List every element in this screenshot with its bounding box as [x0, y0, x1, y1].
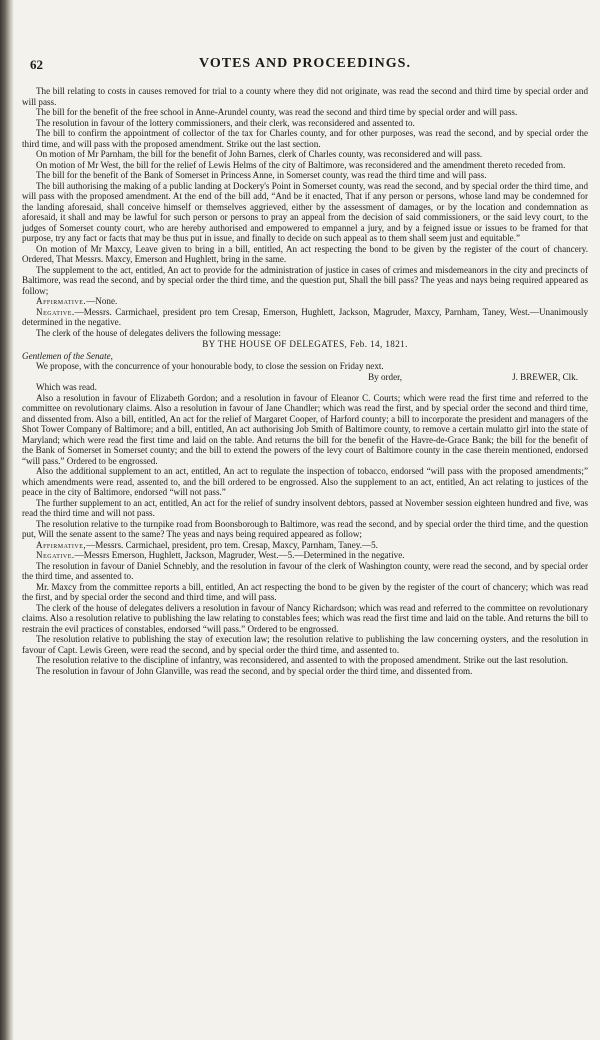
- paragraph: The clerk of the house of delegates delivers a resolution in favour of Nancy Richardson; which was read and referred to the committee on revolutionary claims. Also a resolution relative to publishing the law relating to constables fees; which was read the first time and laid on the table. And returns the bill to restrain the evil practices of constables, endorsed “will pass.” Ordered to be engrossed.: [22, 602, 588, 634]
- message-salutation: Gentlemen of the Senate,: [22, 350, 113, 361]
- vote-label: Affirmative.: [36, 296, 87, 306]
- running-title: VOTES AND PROCEEDINGS.: [199, 56, 411, 71]
- vote-names: —Messrs Emerson, Hughlett, Jackson, Magruder, West.—5.—Determined in the negative.: [74, 550, 405, 560]
- message-intro: The clerk of the house of delegates delivers the following message:: [36, 327, 281, 338]
- paragraph: Also a resolution in favour of Elizabeth Gordon; and a resolution in favour of Eleanor C. Courts; which were read the first time and referred to the committee on revolutionary claims. Also a resolution in favour of Jane Chandler; which was read the first, and by special order the second and third time, and dissented from. Also a bill, entitled, An act for the relief of Margaret Cooper, of Harford county; a bill to incorporate the president and managers of the Shot Tower Company of Baltimore; and a bill, entitled, An act authorising Job Smith of Baltimore county, to remove a certain mulatto girl into the state of Maryland; which were read the first time and laid on the table. And returns the bill for the benefit of the Havre-de-Grace Bank; the bill for the benefit of the Bank of Somerset in Somerset county; and the bill to extend the powers of the levy court of Baltimore county in the case therein mentioned, endorsed “will pass.” Ordered to be engrossed.: [22, 392, 588, 466]
- paragraph: On motion of Mr West, the bill for the relief of Lewis Helms of the city of Baltimore, was reconsidered and the amendment thereto receded from.: [36, 159, 566, 170]
- vote-label: Negative.: [36, 550, 75, 560]
- paragraph: The resolution relative to the discipline of infantry, was reconsidered, and assented to with the proposed amendment. Strike out the last resolution.: [36, 655, 569, 665]
- paragraph: The resolution relative to the turnpike road from Boonsborough to Baltimore, was read the second, and by special order the third time, and the question put, Will the senate assent to the same? The yeas and nays being required appeared as follow;: [22, 518, 588, 539]
- paragraph: The bill relating to costs in causes removed for trial to a county where they did not originate, was read the second and third time by special order and will pass.: [22, 86, 588, 107]
- paragraph: The bill authorising the making of a public landing at Dockery's Point in Somerset county, was read the second, and by special order the third time, and will pass with the proposed amendment. At the end of the bill add, “And be it enacted, That if any person or persons, whose land may be condemned for the landing aforesaid, shall conceive himself or themselves aggrieved, either by the assessment of damages, or by the location and condemnation as aforesaid, it shall and may be lawful for such person or persons to pray an appeal from the decision of said commissioners, or the said levy court, to the judges of Somerset county court, who are hereby authorised and empowered to empannel a jury, and by a feigned issue or issues to be framed for that purpose, try any fact or facts that may be thus put in issue, and finally to decide on such appeal as to them shall seem just and equitable.”: [22, 180, 588, 243]
- paragraph: The bill for the benefit of the Bank of Somerset in Princess Anne, in Somerset county, was read the third time and will pass.: [36, 170, 487, 180]
- paragraph: The resolution relative to publishing the stay of execution law; the resolution relative to publishing the law concerning oysters, and the resolution in favour of Capt. Lewis Green, were read the second, and by special order the third time, and assented to.: [22, 634, 588, 655]
- paragraph: The supplement to the act, entitled, An act to provide for the administration of justice in cases of crimes and misdemeanors in the city and precincts of Baltimore, was read the second, and by special order the third time, and the question put, Shall the bill pass? The yeas and nays being required appeared as follow;: [22, 264, 588, 296]
- paragraph: Which was read.: [36, 382, 97, 392]
- vote-names: —Messrs. Carmichael, president, pro tem. Cresap, Maxcy, Parnham, Taney.—5.: [86, 539, 378, 550]
- paragraph: The bill for the benefit of the free school in Anne-Arundel county, was read the second and third time by special order and will pass.: [36, 107, 518, 117]
- book-binding-edge: [0, 0, 14, 1040]
- vote-label: Affirmative,: [36, 539, 87, 550]
- vote-names: —Messrs. Carmichael, president pro tem Cresap, Emerson, Hughlett, Jackson, Magruder, Maxcy, Parnham, Taney, West.—Unanimously determined in the negative.: [22, 306, 588, 327]
- page-number: 62: [30, 57, 43, 72]
- message-heading: BY THE HOUSE OF DELEGATES, Feb. 14, 1821.: [202, 339, 408, 349]
- vote-negative: [22, 550, 588, 561]
- vote-affirmative: [22, 296, 588, 307]
- by-order: By order,: [368, 371, 403, 382]
- vote-names: —None.: [86, 296, 118, 306]
- paragraph: On motion of Mr Parnham, the bill for the benefit of John Barnes, clerk of Charles county, was reconsidered and will pass.: [36, 149, 483, 159]
- paragraph: Mr. Maxcy from the committee reports a bill, entitled, An act respecting the bond to be given by the register of the court of chancery; which was read the first, and by special order the second and third time, and will pass.: [22, 581, 588, 602]
- document-page: [22, 56, 588, 1032]
- paragraph: The resolution in favour of the lottery commissioners, and their clerk, was reconsidered and assented to.: [36, 117, 415, 128]
- paragraph: Also the additional supplement to an act, entitled, An act to regulate the inspection of tobacco, endorsed “will pass with the proposed amendments;” which amendments were read, assented to, and the bill ordered to be engrossed. Also the supplement to an act, entitled, An act relating to justices of the peace in the city of Baltimore, endorsed “will not pass.”: [22, 466, 588, 497]
- signer: J. BREWER, Clk.: [512, 371, 578, 382]
- message-body: We propose, with the concurrence of your honourable body, to close the session on Friday next.: [36, 361, 384, 371]
- paragraph: The resolution in favour of John Glanville, was read the second, and by special order the third time, and dissented from.: [36, 665, 473, 676]
- vote-affirmative: [22, 540, 588, 551]
- message-signature: [22, 372, 588, 383]
- page-header: [22, 56, 588, 76]
- paragraph: On motion of Mr Maxcy, Leave given to bring in a bill, entitled, An act respecting the bond to be given by the register of the court of chancery. Ordered, That Messrs. Maxcy, Emerson and Hughlett, bring in the same.: [22, 243, 588, 264]
- vote-label: Negative.: [36, 306, 75, 317]
- paragraph: The resolution in favour of Daniel Schnebly, and the resolution in favour of the clerk of Washington county, were read the second, and by special order the third time, and assented to.: [22, 560, 588, 581]
- paragraph: The further supplement to an act, entitled, An act for the relief of sundry insolvent debtors, passed at November session eighteen hundred and five, was read the third time and will not pass.: [22, 497, 588, 518]
- paragraph: The bill to confirm the appointment of collector of the tax for Charles county, and for other purposes, was read the second, and by special order the third time, and will pass with the proposed amendment. Strike out the last section.: [22, 128, 588, 149]
- vote-negative: [22, 307, 588, 328]
